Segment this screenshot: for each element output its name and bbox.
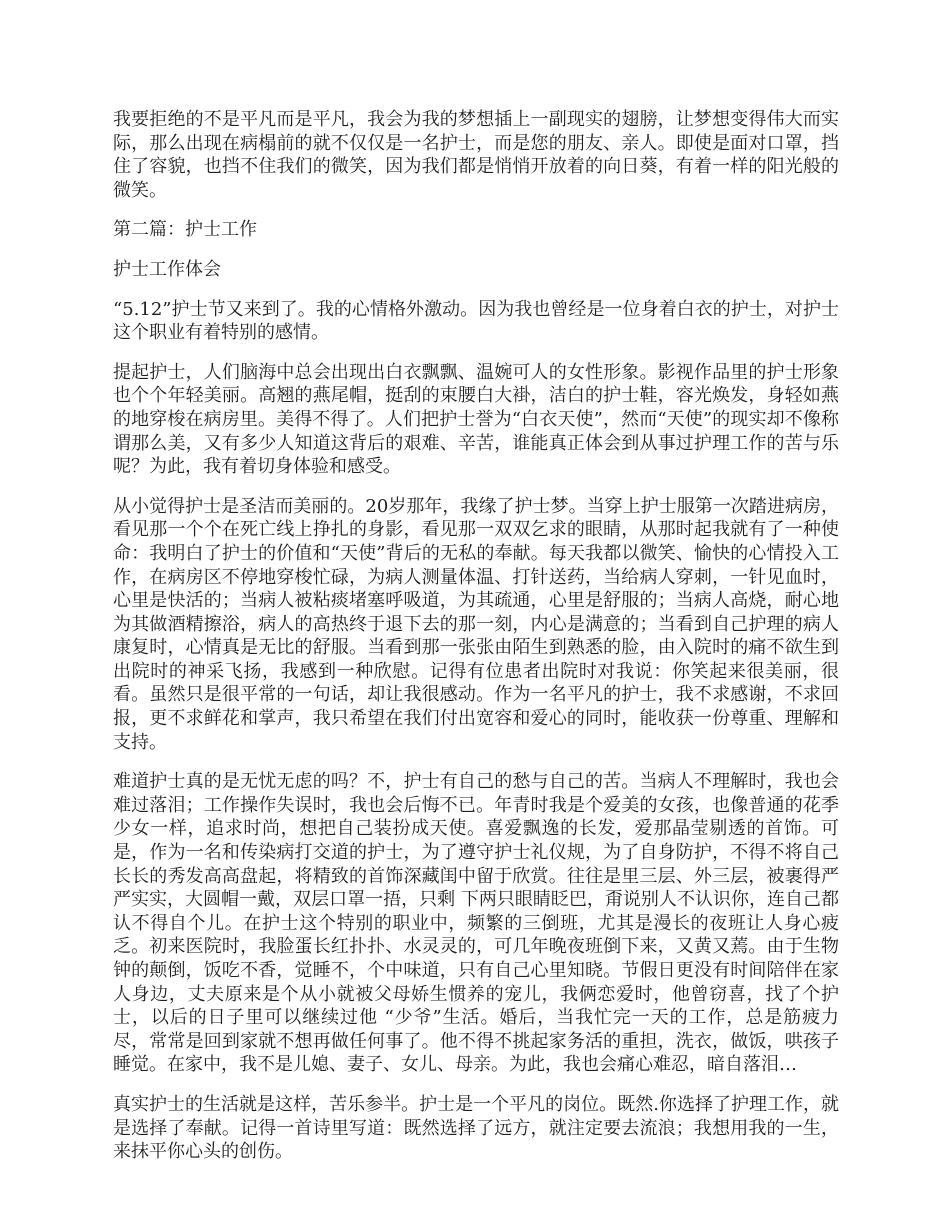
paragraph-intro: 我要拒绝的不是平凡而是平凡，我会为我的梦想插上一副现实的翅膀，让梦想变得伟大而实际，那么出现在病榻前的就不仅仅是一名护士，而是您的朋友、亲人。即使是面对口罩，挡住了容貌，也挡不住我们的微笑，因为我们都是悄悄开放着的向日葵，有着一样的阳光般的微笑。: [113, 109, 839, 201]
paragraph-nurse-image: 提起护士，人们脑海中总会出现出白衣飘飘、温婉可人的女性形象。影视作品里的护士形象也个个年轻美丽。高翘的燕尾帽，挺刮的束腰白大褂，洁白的护士鞋，容光焕发，身轻如燕的地穿梭在病房里。美得不得了。人们把护士誉为“白衣天使”，然而“天使”的现实却不像称谓那么美，又有多少人知道这背后的艰难、辛苦，谁能真正体会到从事过护理工作的苦与乐呢？为此，我有着切身体验和感受。: [113, 361, 839, 478]
paragraph-hardships: 难道护士真的是无忧无虑的吗？不，护士有自己的愁与自己的苦。当病人不理解时，我也会难过落泪；工作操作失误时，我也会后悔不已。年青时我是个爱美的女孩，也像普通的花季少女一样，追求时尚，想把自己装扮成天使。喜爱飘逸的长发，爱那晶莹剔透的首饰。可是，作为一名和传染病打交道的护士，为了遵守护士礼仪规，为了自身防护，不得不将自己长长的秀发高高盘起，将精致的首饰深藏闺中留于欣赏。往往是里三层、外三层，被裹得严严实实，大圆帽一戴，双层口罩一捂，只剩 下两只眼睛眨巴，甭说别人不认识你，连自己都认不得自个儿。在护士这个特别的职业中，频繁的三倒班，尤其是漫长的夜班让人身心疲乏。初来医院时，我脸蛋长红扑扑、水灵灵的，可几年晚夜班倒下来，又黄又蔫。由于生物钟的颠倒，饭吃不香，觉睡不，个中味道，只有自己心里知晓。节假日更没有时间陪伴在家人身边，丈夫原来是个从小就被父母娇生惯养的宠儿，我俩恋爱时，他曾窃喜，找了个护士，以后的日子里可以继续过他 “少爷”生活。婚后，当我忙完一天的工作，总是筋疲力尽，常常是回到家就不想再做任何事了。他不得不挑起家务活的重担，洗衣，做饭，哄孩子睡觉。在家中，我不是儿媳、妻子、女儿、母亲。为此，我也会痛心难忍，暗自落泪…: [113, 771, 839, 1076]
section-heading: 第二篇：护士工作: [113, 219, 257, 241]
article-title: 护士工作体会: [113, 258, 221, 280]
paragraph-conclusion: 真实护士的生活就是这样，苦乐参半。护士是一个平凡的岗位。既然.你选择了护理工作，就是选择了奉献。记得一首诗里写道：既然选择了远方，就注定要去流浪；我想用我的一生，来抹平你心头的创伤。: [113, 1093, 839, 1163]
paragraph-childhood-dream: 从小觉得护士是圣洁而美丽的。20岁那年，我缘了护士梦。当穿上护士服第一次踏进病房，看见那一个个在死亡线上挣扎的身影，看见那一双双乞求的眼睛，从那时起我就有了一种使命：我明白了护士的价值和“天使”背后的无私的奉献。每天我都以微笑、愉快的心情投入工作，在病房区不停地穿梭忙碌，为病人测量体温、打针送药，当给病人穿刺，一针见血时，心里是快活的；当病人被粘痰堵塞呼吸道，为其疏通，心里是舒服的；当病人高烧，耐心地为其做酒精擦浴，病人的高热终于退下去的那一刻，内心是满意的；当看到自己护理的病人康复时，心情真是无比的舒服。当看到那一张张由陌生到熟悉的脸，由入院时的痛不欲生到出院时的神采飞扬，我感到一种欣慰。记得有位患者出院时对我说：你笑起来很美丽，很看。虽然只是很平常的一句话，却让我很感动。作为一名平凡的护士，我不求感谢，不求回报，更不求鲜花和掌声，我只希望在我们付出宽容和爱心的同时，能收获一份尊重、理解和支持。: [113, 495, 839, 753]
document-page: [113, 108, 839, 1180]
paragraph-nurses-day: “5.12”护士节又来到了。我的心情格外激动。因为我也曾经是一位身着白衣的护士，对护士这个职业有着特别的感情。: [113, 298, 839, 344]
